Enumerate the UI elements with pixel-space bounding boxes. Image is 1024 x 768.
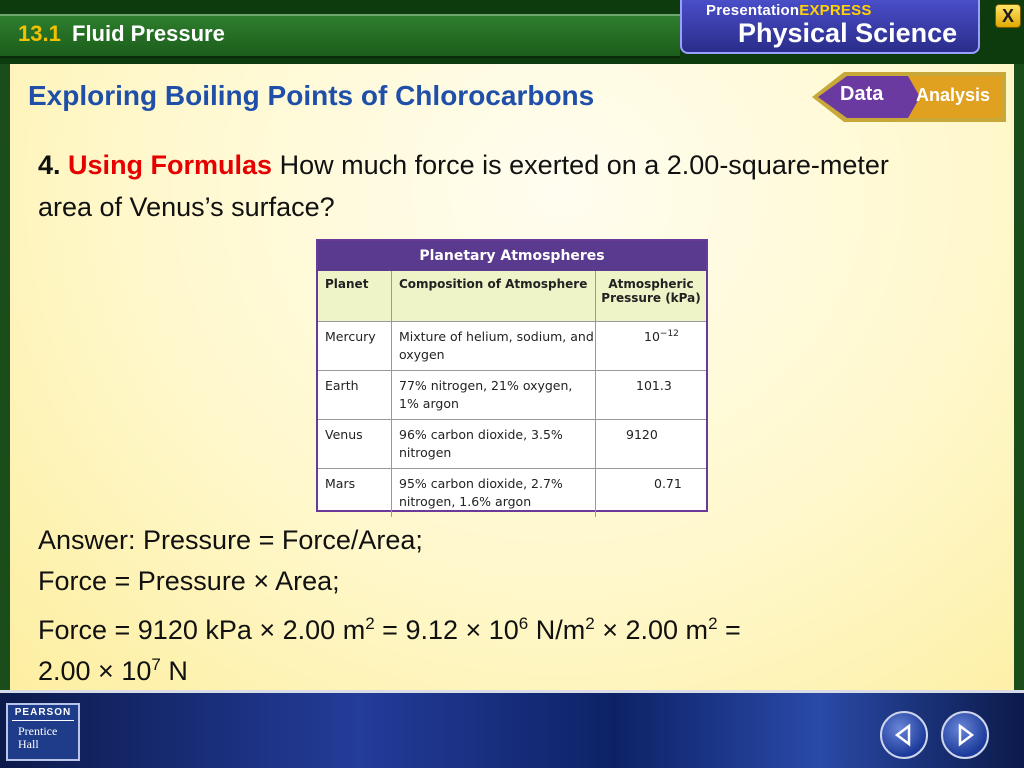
header-bar [0, 0, 1024, 64]
answer-text: N [160, 656, 188, 686]
planet-cell: Venus [318, 420, 392, 468]
slide-title: Exploring Boiling Points of Chlorocarbons [28, 80, 595, 111]
pressure-value: 101.3 [636, 378, 672, 393]
question-number: 4. [38, 150, 61, 180]
answer-text: 2.00 × 10 [38, 656, 152, 686]
composition-cell: Mixture of helium, sodium, and oxygen [392, 322, 596, 370]
composition-cell: 77% nitrogen, 21% oxygen, 1% argon [392, 371, 596, 419]
footer-bar [0, 690, 1024, 768]
answer-text: = [717, 615, 741, 645]
exponent: 2 [365, 614, 375, 633]
section-title: Fluid Pressure [72, 21, 225, 46]
column-header-planet: Planet [318, 271, 392, 321]
badge-data-label: Data [840, 83, 884, 105]
exponent: 6 [518, 614, 529, 633]
column-header-pressure: Atmospheric Pressure (kPa) [601, 277, 701, 305]
pressure-cell [596, 469, 706, 517]
pressure-cell [596, 322, 706, 370]
arrow-left-icon [892, 723, 916, 747]
answer-line-2: Force = Pressure × Area; [38, 566, 340, 596]
question [38, 144, 938, 228]
product-line-prefix: Presentation [706, 2, 800, 19]
product-line [706, 2, 872, 19]
answer-text: × 2.00 m [594, 615, 709, 645]
table-row [318, 469, 706, 517]
product-logo [680, 0, 980, 54]
exponent: 2 [708, 614, 718, 633]
data-analysis-badge [810, 68, 1008, 126]
close-icon: X [1001, 6, 1014, 26]
answer-text: = 9.12 × 10 [374, 615, 519, 645]
composition-cell: 96% carbon dioxide, 3.5% nitrogen [392, 420, 596, 468]
column-header-composition: Composition of Atmosphere [392, 271, 596, 321]
question-label: Using Formulas [68, 150, 273, 180]
answer-block [38, 520, 998, 692]
pressure-exponent: −12 [659, 328, 679, 339]
pressure-value: 0.71 [654, 476, 682, 491]
planet-cell: Mars [318, 469, 392, 517]
table-row [318, 420, 706, 469]
exponent: 7 [151, 655, 161, 674]
planet-cell: Mercury [318, 322, 392, 370]
section-number: 13.1 [18, 21, 61, 46]
product-line-accent: EXPRESS [799, 2, 872, 19]
planetary-atmospheres-table [316, 239, 708, 512]
answer-line-4 [38, 651, 998, 692]
planet-cell: Earth [318, 371, 392, 419]
close-button[interactable] [995, 4, 1021, 28]
next-button[interactable] [941, 711, 989, 759]
answer-line-3 [38, 610, 998, 651]
publisher-imprint: Prentice Hall [18, 724, 58, 751]
pressure-cell [596, 371, 706, 419]
answer-line-1: Answer: Pressure = Force/Area; [38, 525, 423, 555]
slide-content [10, 64, 1014, 690]
publisher-logo [6, 703, 80, 761]
question-text: How much force is exerted on a 2.00-square-meter area of Venus’s surface? [38, 150, 889, 222]
table-row [318, 322, 706, 371]
badge-analysis-label: Analysis [916, 85, 991, 105]
pressure-value: 9120 [626, 427, 658, 442]
table-row [318, 371, 706, 420]
publisher-name: PEARSON [14, 707, 72, 718]
exponent: 2 [585, 614, 595, 633]
arrow-right-icon [953, 723, 977, 747]
product-name: Physical Science [738, 18, 958, 48]
table-title: Planetary Atmospheres [318, 241, 706, 271]
composition-cell: 95% carbon dioxide, 2.7% nitrogen, 1.6% argon [392, 469, 596, 517]
answer-text: Force = 9120 kPa × 2.00 m [38, 615, 366, 645]
previous-button[interactable] [880, 711, 928, 759]
table-header-row [318, 271, 706, 322]
pressure-value: 10 [644, 329, 660, 344]
answer-text: N/m [528, 615, 586, 645]
pressure-cell [596, 420, 706, 468]
